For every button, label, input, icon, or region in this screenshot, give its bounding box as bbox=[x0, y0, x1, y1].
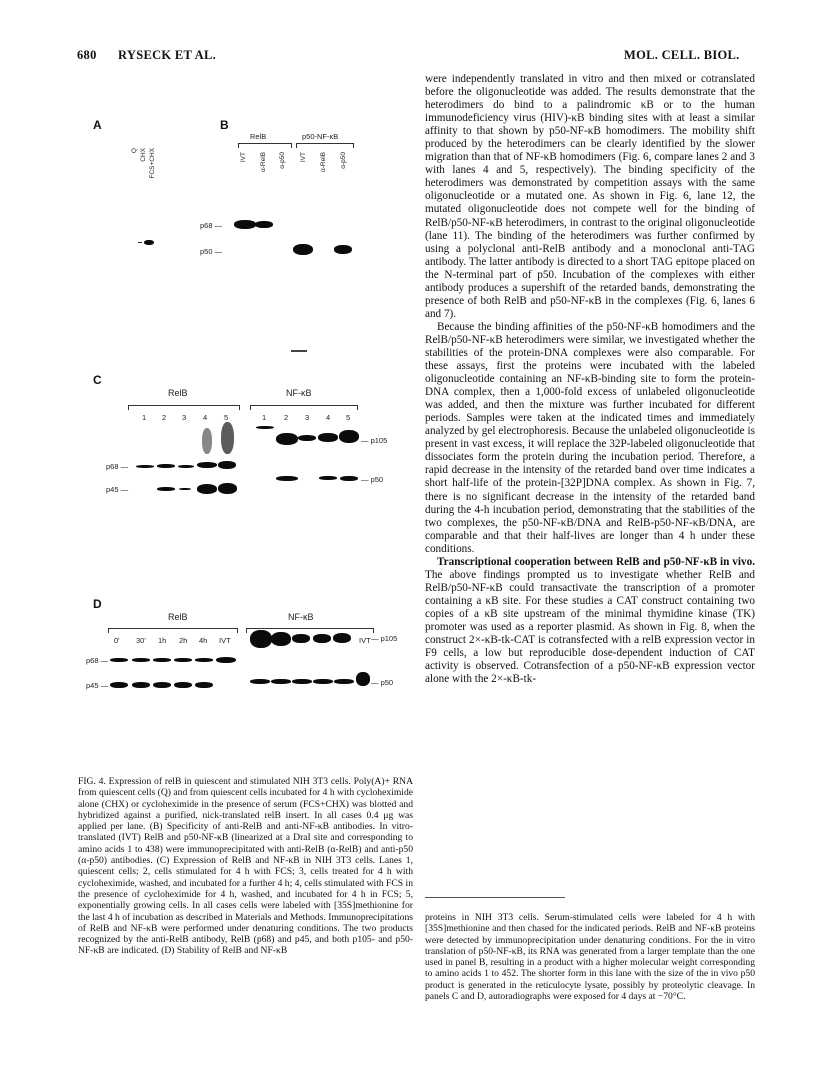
panel-d-marker-p45-text: p45 bbox=[86, 681, 99, 690]
panel-c-relb-band-p68-4 bbox=[197, 462, 217, 468]
panel-c-bracket-nfkb bbox=[250, 405, 358, 406]
panel-d-relb-lane-30: 30' bbox=[136, 636, 146, 645]
panel-d-nfkb-band-p105-2 bbox=[271, 632, 291, 646]
panel-d-relb-lane-4h: 4h bbox=[199, 636, 208, 645]
panel-a-lane-fcs-chx: FCS+CHX bbox=[149, 148, 156, 179]
panel-c-group-nfkb: NF-κB bbox=[286, 388, 312, 398]
panel-d-nfkb-band-p50-2 bbox=[271, 679, 291, 684]
paragraph-transcriptional-cooperation-body: The above findings prompted us to investigate whether RelB and RelB/p50-NF-κB could transactivate the transcription of a promoter containing a κB site. For these studies a CAT construct containing two copies of a κB site upstream of the minimal thymidine kinase (TK) promoter was used as a reporter plasmid. As shown in Fig. 8, when the construct 2×-κB-tk-CAT is cotransfected with a relB expression vector in F9 cells, a low but reproducible dose-dependent induction of CAT activity is observed. Cotransfection of a p50-NF-κB expression vector alone with the 2×-κB-tk- bbox=[425, 568, 755, 686]
panel-c-marker-p105: — p105 bbox=[361, 436, 388, 445]
panel-c-nfkb-lane-5: 5 bbox=[346, 413, 351, 422]
panel-c-bracket-relb bbox=[128, 405, 240, 406]
panel-d-relb-band-p68-6 bbox=[216, 657, 236, 663]
panel-c-relb-band-p68-3 bbox=[178, 465, 194, 468]
panel-c-nfkb-band-p50-2 bbox=[276, 476, 298, 481]
panel-b-lane-3: α-p50 bbox=[279, 152, 286, 169]
panel-b-band-relb-ivt bbox=[234, 220, 256, 229]
figure-4-caption-text: Expression of relB in quiescent and stimulated NIH 3T3 cells. Poly(A)+ RNA from quiescent cells (Q) and from quiescent cells incubated for 4 h with cycloheximide alone (CHX) or cycloheximide in the presence of serum (FCS+CHX) was blotted and hybridized against a purified, nick-translated relB insert. In all cases 0.4 μg was applied per lane. (B) Specificity of anti-RelB and anti-NF-κB antibodies. In vitro-translated (IVT) RelB and p50-NF-κB (linearized at a DraI site and corresponding to amino acids 1 to 438) were immunoprecipitated with anti-RelB (α-RelB) and anti-p50 (α-p50) antibodies. (C) Expression of RelB and NF-κB in NIH 3T3 cells. Lanes 1, quiescent cells; 2, cells stimulated for 4 h with FCS; 3, cells treated for 4 h with cycloheximide, washed, and incubated for a further 4 h; 4, cells stimulated with FCS in the presence of cycloheximide for 4 h, washed, and incubated for 4 h in FCS; 5, exponentially growing cells. In all cases cells were labeled with [35S]methionine for the last 4 h of incubation as described in Materials and Methods. Immunoprecipitations of RelB and NF-κB were performed under denaturing conditions. The two products recognized by the anti-RelB antibody, RelB (p68) and p45, and both p105- and p50-NF-κB are indicated. (D) Stability of RelB and NF-κB bbox=[78, 776, 413, 957]
panel-d-nfkb-band-p105-3 bbox=[292, 634, 310, 643]
panel-d-relb-lane-0: 0' bbox=[114, 636, 120, 645]
panel-d-marker-p45: p45 — bbox=[86, 681, 109, 690]
panel-b-bracket-relb bbox=[238, 143, 292, 144]
panel-c-nfkb-band-p50-4 bbox=[319, 476, 337, 480]
paragraph-transcriptional-cooperation bbox=[425, 556, 755, 686]
page-number: 680 bbox=[77, 48, 97, 62]
panel-d-relb-band-p68-1 bbox=[110, 658, 128, 662]
panel-b-letter: B bbox=[220, 118, 229, 132]
panel-b-marker-p68-text: p68 bbox=[200, 221, 213, 230]
panel-c-relb-lane-1: 1 bbox=[142, 413, 147, 422]
panel-d-relb-band-p68-3 bbox=[153, 658, 171, 662]
panel-d-group-relb: RelB bbox=[168, 612, 188, 622]
panel-d-nfkb-band-p50-5 bbox=[334, 679, 354, 684]
paragraph-complex-stability: Because the binding affinities of the p50-NF-κB homodimers and the RelB/p50-NF-κB heterodimers were similar, we investigated whether the stabilities of the protein-DNA complexes were also comparable. For these assays, first the proteins were incubated with the labeled oligonucleotide containing an NF-κB-binding site to form the protein-DNA complex, then a 1,000-fold excess of unlabeled oligonucleotide was added, and then the mixture was further incubated for different periods. Samples were taken at the indicated times and immediately analyzed by gel electrophoresis. Because the unlabeled oligonucleotide is present in vast excess, it will replace the 32P-labeled oligonucleotide that dissociates form the protein during the incubation period. Therefore, a rapid decrease in the intensity of the retarded band over time indicates a short half-life of the protein-[32P]DNA complex. As shown in Fig. 7, there is no significant decrease in the intensity of the retarded band during the 4-h incubation period, demonstrating that the stabilities of the two complexes, the p50-NF-κB/DNA and RelB-p50-NF-κB/DNA, are comparable and that their half-lives are longer than 4 h under these conditions. bbox=[425, 320, 755, 555]
panel-c-nfkb-band-top-1 bbox=[256, 426, 274, 429]
panel-d-nfkb-lane-ivt: IVT bbox=[359, 636, 371, 645]
panel-d-marker-p50: — p50 bbox=[371, 678, 394, 687]
panel-b-lane-6: α-p50 bbox=[340, 152, 347, 169]
figure-4-caption bbox=[78, 776, 413, 957]
panel-d-relb-band-p45-2 bbox=[132, 682, 150, 688]
panel-b-band-p50-ab bbox=[334, 245, 352, 254]
panel-c-relb-band-p45-3 bbox=[179, 488, 191, 490]
panel-c-relb-band-p45-5 bbox=[218, 483, 237, 494]
panel-c-relb-lane-2: 2 bbox=[162, 413, 167, 422]
figure-4-caption-paragraph bbox=[78, 776, 413, 957]
panel-d-letter: D bbox=[93, 597, 102, 611]
panel-c-relb-band-p68-1 bbox=[136, 465, 154, 468]
panel-c-nfkb-lane-2: 2 bbox=[284, 413, 289, 422]
panel-b-bracket-p50 bbox=[296, 143, 354, 144]
panel-b-faint-band bbox=[291, 350, 307, 352]
panel-a-lane-chx: CHX bbox=[140, 148, 147, 162]
panel-d-group-nfkb: NF-κB bbox=[288, 612, 314, 622]
panel-d-relb-band-p45-4 bbox=[174, 682, 192, 688]
panel-a-lane-q: Q bbox=[131, 148, 138, 154]
panel-d-relb-lane-2h: 2h bbox=[179, 636, 188, 645]
panel-d-nfkb-band-p50-1 bbox=[250, 679, 270, 684]
panel-c-relb-band-p45-2 bbox=[157, 487, 175, 491]
panel-c-marker-p105-text: p105 bbox=[370, 436, 388, 445]
panel-d-relb-band-p68-2 bbox=[132, 658, 150, 662]
panel-c-nfkb-band-p105-2 bbox=[276, 433, 298, 445]
panel-b-lane-2: α-RelB bbox=[260, 152, 267, 173]
panel-c-marker-p50-text: p50 bbox=[370, 475, 384, 484]
panel-b-marker-p50: p50 — bbox=[200, 247, 223, 256]
panel-c-relb-smear-5 bbox=[221, 422, 234, 454]
panel-c-marker-p45-text: p45 bbox=[106, 485, 119, 494]
panel-c-nfkb-lane-1: 1 bbox=[262, 413, 267, 422]
panel-a-band bbox=[144, 240, 154, 245]
panel-c-relb-smear-4 bbox=[202, 428, 212, 454]
figure-4-caption-label: FIG. 4. bbox=[78, 776, 106, 787]
panel-c-nfkb-band-p105-4 bbox=[318, 433, 338, 442]
panel-c-relb-band-p68-2 bbox=[157, 464, 175, 468]
panel-b-marker-p68: p68 — bbox=[200, 221, 223, 230]
panel-d-relb-lane-ivt: IVT bbox=[219, 636, 231, 645]
panel-d-marker-p50-text: p50 bbox=[380, 678, 394, 687]
panel-d-relb-band-p45-5 bbox=[195, 682, 213, 688]
panel-d-nfkb-band-p50-4 bbox=[313, 679, 333, 684]
panel-c-nfkb-band-p50-5 bbox=[340, 476, 358, 481]
panel-c-relb-band-p68-5 bbox=[218, 461, 236, 469]
section-heading-transcriptional-cooperation: Transcriptional cooperation between RelB and p50-NF-κB in vivo. bbox=[437, 555, 755, 568]
panel-d-relb-band-p68-5 bbox=[195, 658, 213, 662]
panel-b-lane-5: α-RelB bbox=[320, 152, 327, 173]
panel-b-band-relb-ab bbox=[255, 221, 273, 228]
panel-d-marker-p68-text: p68 bbox=[86, 656, 99, 665]
panel-c-marker-p68: p68 — bbox=[106, 462, 129, 471]
panel-c-marker-p50: — p50 bbox=[361, 475, 384, 484]
panel-d-nfkb-band-ivt bbox=[356, 672, 370, 686]
panel-b-lane-1: IVT bbox=[240, 152, 247, 163]
panel-d-bracket-nfkb bbox=[246, 628, 374, 629]
panel-c-nfkb-band-p105-3 bbox=[298, 435, 316, 441]
panel-c-marker-p68-text: p68 bbox=[106, 462, 119, 471]
panel-d-nfkb-band-p105-1 bbox=[250, 630, 272, 648]
running-head-authors: RYSECK ET AL. bbox=[118, 48, 217, 62]
panel-d-relb-lane-1h: 1h bbox=[158, 636, 167, 645]
panel-d-nfkb-band-p105-5 bbox=[333, 633, 351, 643]
panel-c-nfkb-band-p105-5 bbox=[339, 430, 359, 443]
panel-c-letter: C bbox=[93, 373, 102, 387]
figure-4-caption-continued-text: proteins in NIH 3T3 cells. Serum-stimulated cells were labeled for 4 h with [35S]methionine and then chased for the indicated periods. RelB and NF-κB proteins were detected by immunoprecipitation under denaturing conditions. For the in vitro translation of p50-NF-κB, its RNA was generated from a larger template than the one used in panel B, resulting in a product with a higher molecular weight corresponding to amino acids 1 to 452. The shorter form in this lane with the size of the in vivo p50 product is generated in the reticulocyte lysate, possibly by proteolytic cleavage. In panels C and D, autoradiographs were exposed for 4 days at −70°C. bbox=[425, 912, 755, 1003]
panel-c-group-relb: RelB bbox=[168, 388, 188, 398]
panel-d-relb-band-p68-4 bbox=[174, 658, 192, 662]
column-divider-rule bbox=[425, 897, 565, 898]
panel-c-nfkb-lane-4: 4 bbox=[326, 413, 331, 422]
panel-c-relb-lane-4: 4 bbox=[203, 413, 208, 422]
panel-d-marker-p105-text: p105 bbox=[380, 634, 398, 643]
panel-d-nfkb-band-p105-4 bbox=[313, 634, 331, 643]
panel-d-bracket-relb bbox=[108, 628, 238, 629]
panel-b-lane-4: IVT bbox=[300, 152, 307, 163]
running-head-journal: MOL. CELL. BIOL. bbox=[624, 48, 740, 62]
panel-b-group-relb: RelB bbox=[250, 132, 267, 141]
panel-c-relb-lane-5: 5 bbox=[224, 413, 229, 422]
panel-b-group-p50: p50-NF-κB bbox=[302, 132, 339, 141]
panel-c-relb-lane-3: 3 bbox=[182, 413, 187, 422]
panel-d-marker-p105: — p105 bbox=[371, 634, 398, 643]
figure-4 bbox=[78, 110, 408, 730]
panel-c-marker-p45: p45 — bbox=[106, 485, 129, 494]
panel-a-letter: A bbox=[93, 118, 102, 132]
panel-d-relb-band-p45-3 bbox=[153, 682, 171, 688]
panel-b-band-p50-ivt bbox=[293, 244, 313, 255]
right-column-text bbox=[425, 73, 755, 686]
figure-4-caption-continued bbox=[425, 912, 755, 1002]
panel-c-relb-band-p45-4 bbox=[197, 484, 217, 494]
panel-a-marker-dash bbox=[138, 242, 142, 243]
panel-c-nfkb-lane-3: 3 bbox=[305, 413, 310, 422]
panel-d-nfkb-band-p50-3 bbox=[292, 679, 312, 684]
paragraph-heterodimer-binding: were independently translated in vitro and then mixed or cotranslated before the oligonucleotide was added. The results demonstrate that the heterodimers do bind to a palindromic κB or to the human immunodeficiency virus (HIV)-κB binding sites with at least a similar affinity to that shown by p50-NF-κB homodimers. The mobility shift produced by the heterodimers can be clearly identified by the slower migration than that of NF-κB homodimers (Fig. 6, compare lanes 2 and 3 with lanes 4 and 5, respectively). The binding specificity of the heterodimers was demonstrated by competition assays with the same oligonucleotide or a mutated one. As shown in Fig. 6, lane 12, the mutated oligonucleotide does not compete well for the binding of RelB/p50-NF-κB heterodimers, in contrast to the original oligonucleotide (lane 11). The binding of the heterodimers was further confirmed by using a polyclonal anti-RelB antibody and a monoclonal anti-TAG antibody. The latter antibody is directed to a short TAG epitope placed on the N-terminal part of p50. Incubation of the complexes with either antibody produces a supershift of the retarded bands, demonstrating the presence of both RelB and p50-NF-κB in the complexes (Fig. 6, lanes 6 and 7). bbox=[425, 73, 755, 320]
panel-d-relb-band-p45-1 bbox=[110, 682, 128, 688]
panel-b-marker-p50-text: p50 bbox=[200, 247, 213, 256]
panel-d-marker-p68: p68 — bbox=[86, 656, 109, 665]
